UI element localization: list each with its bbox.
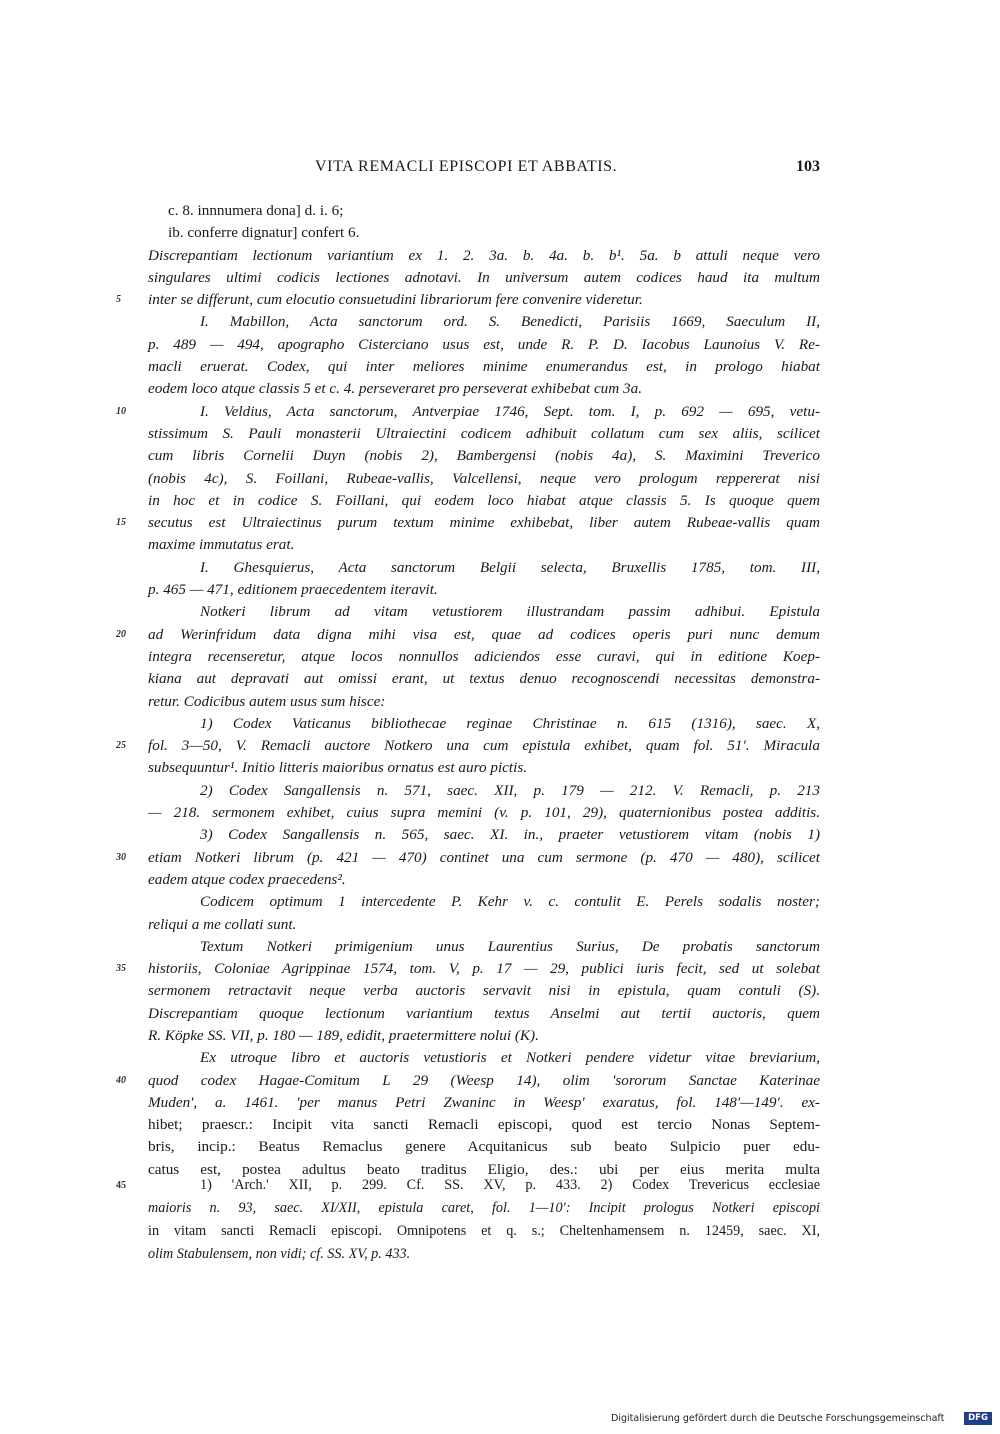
line-text: olim Stabulensem, non vidi; cf. SS. XV, p. 433.: [148, 1246, 411, 1262]
line-text: quod codex Hagae-Comitum L 29 (Weesp 14), olim 'sororum Sanctae Katerinae: [148, 1071, 820, 1089]
text-line: [148, 891, 820, 913]
line-text: sermonem retractavit neque verba auctoris servavit nisi in epistula, quam contuli (S).: [148, 982, 820, 1000]
line-text: Discrepantiam quoque lectionum variantium textus Anselmi aut tertii auctoris, quem: [148, 1004, 820, 1022]
text-line: [148, 646, 820, 668]
line-text: p. 465 — 471, editionem praecedentem iteravit.: [148, 581, 438, 599]
line-text: inter se differunt, cum elocutio consuetudini librariorum fere convenire videretur.: [148, 291, 643, 309]
page-number: 103: [796, 158, 820, 175]
text-line: [148, 1114, 820, 1136]
line-text: integra recenseretur, atque locos nonnullos adiciendos esse curavi, qui in editione Koep-: [148, 647, 820, 665]
line-text: maioris n. 93, saec. XI/XII, epistula caret, fol. 1—10′: Incipit prologus Notkeri episcopi: [148, 1200, 820, 1216]
line-number: 40: [116, 1074, 126, 1086]
line-text: Ex utroque libro et auctoris vetustioris et Notkeri pendere videtur vitae breviarium,: [200, 1049, 820, 1067]
line-number: 45: [116, 1180, 126, 1191]
text-line: [148, 222, 820, 244]
line-text: macli eruerat. Codex, qui inter meliores minime enumerandus est, in prologo hiabat: [148, 358, 820, 376]
text-line: [148, 200, 820, 222]
text-line: [148, 378, 820, 400]
text-line: [116, 401, 820, 423]
line-text: Textum Notkeri primigenium unus Laurentius Surius, De probatis sanctorum: [200, 937, 820, 955]
line-text: Notkeri librum ad vitam vetustiorem illustrandam passim adhibui. Epistula: [200, 603, 820, 621]
line-text: hibet; praescr.: Incipit vita sancti Remacli episcopi, quod est tercio Nonas Septem-: [148, 1116, 820, 1134]
text-line: [148, 245, 820, 267]
text-line: [148, 869, 820, 891]
text-line: [148, 691, 820, 713]
line-number: 10: [116, 405, 126, 417]
line-text: ad Werinfridum data digna mihi visa est, quae ad codices operis puri nunc demum: [148, 625, 820, 643]
text-line: [148, 579, 820, 601]
line-number: 5: [116, 294, 121, 306]
text-line: [148, 334, 820, 356]
line-text: kiana aut depravati aut omissi erant, ut textus denuo recognoscendi necessitas demonstra-: [148, 670, 820, 688]
line-number: 20: [116, 628, 126, 640]
text-line: [116, 735, 820, 757]
text-line: [116, 624, 820, 646]
text-line: [148, 757, 820, 779]
text-line: [148, 668, 820, 690]
text-line: [116, 958, 820, 980]
text-line: [148, 1092, 820, 1114]
line-text: Muden', a. 1461. 'per manus Petri Zwaninc in Weesp' exaratus, fol. 148′—149′. ex-: [148, 1093, 820, 1111]
text-line: [116, 289, 820, 311]
footnote-line: [116, 1174, 820, 1197]
page-header: [148, 158, 820, 184]
line-text: Codicem optimum 1 intercedente P. Kehr v. c. contulit E. Perels sodalis noster;: [200, 893, 820, 911]
footnotes: [116, 1174, 820, 1266]
footnote-line: [148, 1197, 820, 1220]
line-text: catus est, postea adultus beato traditus Eligio, des.: ubi per eius merita multa: [148, 1160, 820, 1178]
footnote-line: [148, 1243, 820, 1266]
text-line: [148, 936, 820, 958]
dfg-logo: DFG: [964, 1412, 992, 1425]
text-line: [148, 534, 820, 556]
line-number: 30: [116, 851, 126, 863]
text-line: [116, 1070, 820, 1092]
line-text: Discrepantiam lectionum variantium ex 1. 2. 3a. b. 4a. b. b¹. 5a. b attuli neque vero: [148, 246, 820, 264]
text-line: [148, 423, 820, 445]
main-text: [116, 200, 820, 1181]
line-text: subsequuntur¹. Initio litteris maioribus ornatus est auro pictis.: [148, 759, 528, 777]
text-line: [148, 713, 820, 735]
line-text: ib. conferre dignatur] confert 6.: [168, 224, 360, 242]
text-line: [148, 1136, 820, 1158]
text-line: [148, 356, 820, 378]
text-line: [148, 1047, 820, 1069]
line-number: 25: [116, 740, 126, 752]
text-line: [148, 914, 820, 936]
line-text: eadem atque codex praecedens².: [148, 870, 346, 888]
text-line: [148, 824, 820, 846]
text-line: [148, 1003, 820, 1025]
text-line: [148, 311, 820, 333]
line-text: maxime immutatus erat.: [148, 536, 295, 554]
line-text: — 218. sermonem exhibet, cuius supra memini (v. p. 101, 29), quaternionibus postea additis.: [148, 804, 820, 822]
text-line: [148, 267, 820, 289]
line-number: 15: [116, 517, 126, 529]
line-text: I. Veldius, Acta sanctorum, Antverpiae 1746, Sept. tom. I, p. 692 — 695, vetu-: [200, 402, 820, 420]
line-text: reliqui a me collati sunt.: [148, 915, 297, 933]
line-text: 3) Codex Sangallensis n. 565, saec. XI. in., praeter vetustiorem vitam (nobis 1): [200, 826, 820, 844]
line-text: fol. 3—50, V. Remacli auctore Notkero una cum epistula exhibet, quam fol. 51′. Miracula: [148, 737, 820, 755]
line-text: singulares ultimi codicis lectiones adnotavi. In universum autem codices haud ita multum: [148, 268, 820, 286]
line-text: cum libris Cornelii Duyn (nobis 2), Bambergensi (nobis 4a), S. Maximini Treverico: [148, 447, 820, 465]
line-text: eodem loco atque classis 5 et c. 4. perseveraret pro perseverat exhibebat cum 3a.: [148, 380, 643, 398]
line-text: bris, incip.: Beatus Remaclus genere Acquitanicus sub beato Sulpicio puer edu-: [148, 1138, 820, 1156]
line-text: in vitam sancti Remacli episcopi. Omnipotens et q. s.; Cheltenhamensem n. 12459, saec. XI,: [148, 1223, 820, 1239]
text-line: [148, 601, 820, 623]
text-line: [148, 445, 820, 467]
line-text: secutus est Ultraiectinus purum textum minime exhibebat, liber autem Rubeae-vallis quam: [148, 514, 820, 532]
line-text: c. 8. innnumera dona] d. i. 6;: [168, 202, 344, 219]
line-text: etiam Notkeri librum (p. 421 — 470) continet una cum sermone (p. 470 — 480), scilicet: [148, 848, 820, 866]
text-line: [148, 780, 820, 802]
line-text: R. Köpke SS. VII, p. 180 — 189, edidit, praetermittere nolui (K).: [148, 1026, 539, 1044]
digitization-credit: Digitalisierung gefördert durch die Deutsche Forschungsgemeinschaft: [611, 1413, 945, 1424]
line-text: stissimum S. Pauli monasterii Ultraiectini codicem adhibuit collatum cum sex aliis, scilicet: [148, 424, 820, 442]
line-text: 1) Codex Vaticanus bibliothecae reginae Christinae n. 615 (1316), saec. X,: [200, 714, 820, 732]
line-text: historiis, Coloniae Agrippinae 1574, tom. V, p. 17 — 29, publici iuris fecit, sed ut solebat: [148, 960, 820, 978]
text-line: [148, 802, 820, 824]
line-number: 35: [116, 963, 126, 975]
text-line: [116, 847, 820, 869]
text-line: [148, 980, 820, 1002]
line-text: 2) Codex Sangallensis n. 571, saec. XII, p. 179 — 212. V. Remacli, p. 213: [200, 781, 820, 799]
line-text: in hoc et in codice S. Foillani, qui eodem loco hiabat atque classis 5. Is quoque quem: [148, 491, 820, 509]
text-line: [148, 1025, 820, 1047]
line-text: retur. Codicibus autem usus sum hisce:: [148, 692, 386, 710]
line-text: I. Mabillon, Acta sanctorum ord. S. Benedicti, Parisiis 1669, Saeculum II,: [200, 313, 820, 331]
text-line: [148, 557, 820, 579]
text-line: [148, 468, 820, 490]
line-text: p. 489 — 494, apographo Cisterciano usus est, unde R. P. D. Iacobus Launoius V. Re-: [148, 335, 820, 353]
footnote-line: [148, 1220, 820, 1243]
line-text: I. Ghesquierus, Acta sanctorum Belgii selecta, Bruxellis 1785, tom. III,: [200, 558, 820, 576]
text-line: [148, 490, 820, 512]
line-text: 1) 'Arch.' XII, p. 299. Cf. SS. XV, p. 433. 2) Codex Trevericus ecclesiae: [200, 1177, 820, 1193]
text-line: [116, 512, 820, 534]
running-head: VITA REMACLI EPISCOPI ET ABBATIS.: [315, 158, 618, 175]
line-text: (nobis 4c), S. Foillani, Rubeae-vallis, Valcellensi, neque vero prologum reppererat nisi: [148, 469, 820, 487]
